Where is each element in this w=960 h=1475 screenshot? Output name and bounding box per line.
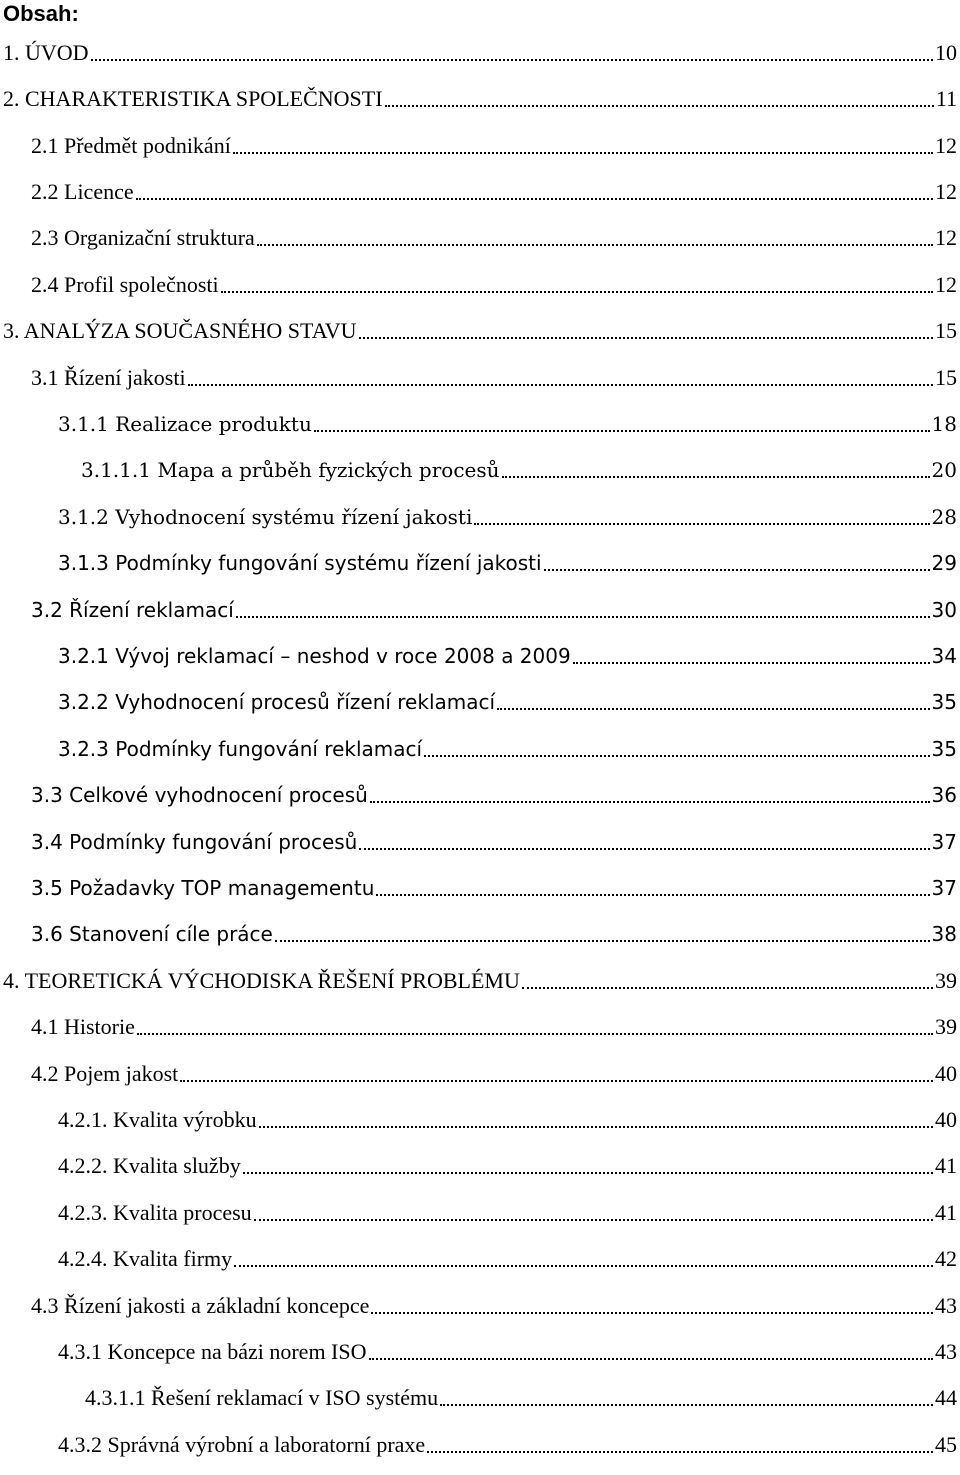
toc-entry-page: 39 bbox=[935, 1014, 957, 1039]
dot-leader bbox=[234, 1265, 933, 1267]
toc-entry-label: 4.2 Pojem jakost bbox=[31, 1061, 179, 1086]
toc-entry[interactable] bbox=[31, 130, 957, 160]
dot-leader bbox=[236, 616, 930, 618]
dot-leader bbox=[243, 1172, 933, 1174]
toc-entry[interactable] bbox=[31, 872, 957, 902]
toc-entry-label: 1. ÚVOD bbox=[3, 40, 89, 65]
toc-entry-label: 3.1.1 Realizace produktu bbox=[58, 412, 312, 436]
toc-entry[interactable] bbox=[58, 501, 957, 531]
toc-entry[interactable] bbox=[3, 83, 957, 113]
toc-entry[interactable] bbox=[58, 1104, 957, 1134]
dot-leader bbox=[221, 291, 933, 293]
toc-entry[interactable] bbox=[31, 1290, 957, 1320]
toc-entry[interactable] bbox=[31, 1058, 957, 1088]
dot-leader bbox=[385, 105, 934, 107]
toc-entry-page: 10 bbox=[935, 40, 957, 65]
toc-entry[interactable] bbox=[31, 779, 957, 809]
toc-entry[interactable] bbox=[31, 176, 957, 206]
toc-entry[interactable] bbox=[58, 547, 957, 577]
toc-entry-page: 40 bbox=[935, 1061, 957, 1086]
dot-leader bbox=[188, 384, 933, 386]
toc-entry-label: 3.2.3 Podmínky fungování reklamací bbox=[58, 737, 423, 761]
dot-leader bbox=[254, 1219, 933, 1221]
dot-leader bbox=[136, 198, 933, 200]
toc-entry-page: 12 bbox=[935, 133, 957, 158]
toc-entry[interactable] bbox=[58, 408, 957, 438]
toc-entry[interactable] bbox=[31, 826, 957, 856]
toc-entry-label: 3.3 Celkové vyhodnocení procesů bbox=[31, 783, 368, 807]
toc-entry-page: 34 bbox=[931, 644, 957, 668]
dot-leader bbox=[91, 59, 933, 61]
dot-leader bbox=[522, 987, 933, 989]
toc-entry-page: 12 bbox=[935, 179, 957, 204]
dot-leader bbox=[370, 801, 930, 803]
toc-entry-label: 3.6 Stanovení cíle práce bbox=[31, 922, 273, 946]
toc-entry-label: 4.3.2 Správná výrobní a laboratorní praxe bbox=[58, 1432, 426, 1457]
toc-entry[interactable] bbox=[58, 686, 957, 716]
toc-entry-label: 3.1 Řízení jakosti bbox=[31, 365, 186, 390]
toc-entry-label: 3.5 Požadavky TOP managementu bbox=[31, 876, 375, 900]
toc-entry-label: 4.3.1 Koncepce na bázi norem ISO bbox=[58, 1339, 367, 1364]
toc-entry-page: 35 bbox=[931, 690, 957, 714]
toc-entry[interactable] bbox=[58, 1243, 957, 1273]
toc-entry[interactable] bbox=[31, 269, 957, 299]
dot-leader bbox=[137, 1033, 933, 1035]
toc-entry[interactable] bbox=[85, 1382, 957, 1412]
toc-entry-page: 35 bbox=[931, 737, 957, 761]
dot-leader bbox=[573, 662, 930, 664]
toc-entry-label: 2.3 Organizační struktura bbox=[31, 225, 255, 250]
toc-entry-page: 39 bbox=[935, 968, 957, 993]
toc-entry-page: 41 bbox=[935, 1153, 957, 1178]
toc-entry-page: 36 bbox=[931, 783, 957, 807]
dot-leader bbox=[474, 523, 929, 525]
toc-entry-label: 4. TEORETICKÁ VÝCHODISKA ŘEŠENÍ PROBLÉMU bbox=[3, 968, 520, 993]
toc-entry-label: 2. CHARAKTERISTIKA SPOLEČNOSTI bbox=[3, 86, 383, 111]
toc-entry[interactable] bbox=[31, 918, 957, 948]
dot-leader bbox=[369, 1358, 933, 1360]
toc-entry[interactable] bbox=[58, 1336, 957, 1366]
toc-entry-label: 4.1 Historie bbox=[31, 1014, 135, 1039]
toc-entry-label: 3.1.3 Podmínky fungování systému řízení jakosti bbox=[58, 551, 542, 575]
toc-entry-label: 2.1 Předmět podnikání bbox=[31, 133, 231, 158]
toc-entry-label: 3.1.2 Vyhodnocení systému řízení jakosti bbox=[58, 505, 473, 529]
toc-entry-page: 37 bbox=[931, 876, 957, 900]
toc-entry-page: 30 bbox=[931, 598, 957, 622]
dot-leader bbox=[180, 1080, 933, 1082]
dot-leader bbox=[440, 1404, 933, 1406]
toc-entry-label: 4.2.4. Kvalita firmy bbox=[58, 1246, 233, 1271]
dot-leader bbox=[544, 569, 930, 571]
toc-entry-page: 12 bbox=[935, 225, 957, 250]
toc-entry[interactable] bbox=[31, 1011, 957, 1041]
dot-leader bbox=[427, 1451, 933, 1453]
toc-entry-page: 18 bbox=[931, 412, 957, 436]
toc-entry[interactable] bbox=[58, 1150, 957, 1180]
toc-entry-page: 29 bbox=[931, 551, 957, 575]
toc-entry-label: 4.3.1.1 Řešení reklamací v ISO systému bbox=[85, 1385, 439, 1410]
toc-entry-page: 40 bbox=[935, 1107, 957, 1132]
toc-entry-label: 3.1.1.1 Mapa a průběh fyzických procesů bbox=[81, 458, 500, 482]
toc-entry-page: 38 bbox=[931, 922, 957, 946]
dot-leader bbox=[424, 755, 929, 757]
toc-entry-page: 15 bbox=[935, 318, 957, 343]
dot-leader bbox=[233, 152, 933, 154]
dot-leader bbox=[359, 848, 929, 850]
toc-entry-label: 3. ANALÝZA SOUČASNÉHO STAVU bbox=[3, 318, 357, 343]
toc-entry-page: 12 bbox=[935, 272, 957, 297]
toc-entry[interactable] bbox=[58, 1429, 957, 1459]
toc-entry-page: 11 bbox=[935, 86, 957, 111]
dot-leader bbox=[371, 1312, 933, 1314]
dot-leader bbox=[502, 476, 930, 478]
toc-entry-page: 37 bbox=[931, 830, 957, 854]
dot-leader bbox=[314, 430, 930, 432]
toc-entry-label: 4.2.2. Kvalita služby bbox=[58, 1153, 241, 1178]
toc-entry[interactable] bbox=[3, 37, 957, 67]
toc-entry[interactable] bbox=[58, 733, 957, 763]
toc-entry-label: 3.2 Řízení reklamací bbox=[31, 598, 234, 622]
toc-entry-label: 3.2.1 Vývoj reklamací – neshod v roce 2008 a 2009 bbox=[58, 644, 571, 668]
dot-leader bbox=[275, 940, 930, 942]
toc-entry-page: 15 bbox=[935, 365, 957, 390]
toc-entry-label: 2.4 Profil společnosti bbox=[31, 272, 219, 297]
toc-entry[interactable] bbox=[58, 1197, 957, 1227]
toc-entry-label: 3.2.2 Vyhodnocení procesů řízení reklamací bbox=[58, 690, 496, 714]
toc-entry-label: 2.2 Licence bbox=[31, 179, 134, 204]
toc-entry[interactable] bbox=[3, 315, 957, 345]
toc-entry-label: 3.4 Podmínky fungování procesů bbox=[31, 830, 358, 854]
toc-entry-page: 45 bbox=[935, 1432, 957, 1457]
toc-entry-page: 43 bbox=[935, 1293, 957, 1318]
toc-entry-page: 42 bbox=[935, 1246, 957, 1271]
toc-entry-label: 4.3 Řízení jakosti a základní koncepce bbox=[31, 1293, 370, 1318]
toc-entry-page: 43 bbox=[935, 1339, 957, 1364]
toc-entry[interactable] bbox=[3, 965, 957, 995]
toc-entry[interactable] bbox=[31, 222, 957, 252]
dot-leader bbox=[497, 708, 929, 710]
dot-leader bbox=[259, 1126, 933, 1128]
toc-entry[interactable] bbox=[81, 454, 957, 484]
toc-entry[interactable] bbox=[58, 640, 957, 670]
dot-leader bbox=[359, 337, 933, 339]
toc-entry-page: 41 bbox=[935, 1200, 957, 1225]
dot-leader bbox=[257, 244, 933, 246]
toc-entry-page: 44 bbox=[935, 1385, 957, 1410]
toc-entry-page: 28 bbox=[931, 505, 957, 529]
toc-entry-label: 4.2.3. Kvalita procesu bbox=[58, 1200, 252, 1225]
toc-title: Obsah: bbox=[3, 1, 79, 26]
toc-entry[interactable] bbox=[31, 594, 957, 624]
toc-entry-page: 20 bbox=[931, 458, 957, 482]
toc-entry-label: 4.2.1. Kvalita výrobku bbox=[58, 1107, 257, 1132]
toc-entry[interactable] bbox=[31, 362, 957, 392]
dot-leader bbox=[376, 894, 929, 896]
